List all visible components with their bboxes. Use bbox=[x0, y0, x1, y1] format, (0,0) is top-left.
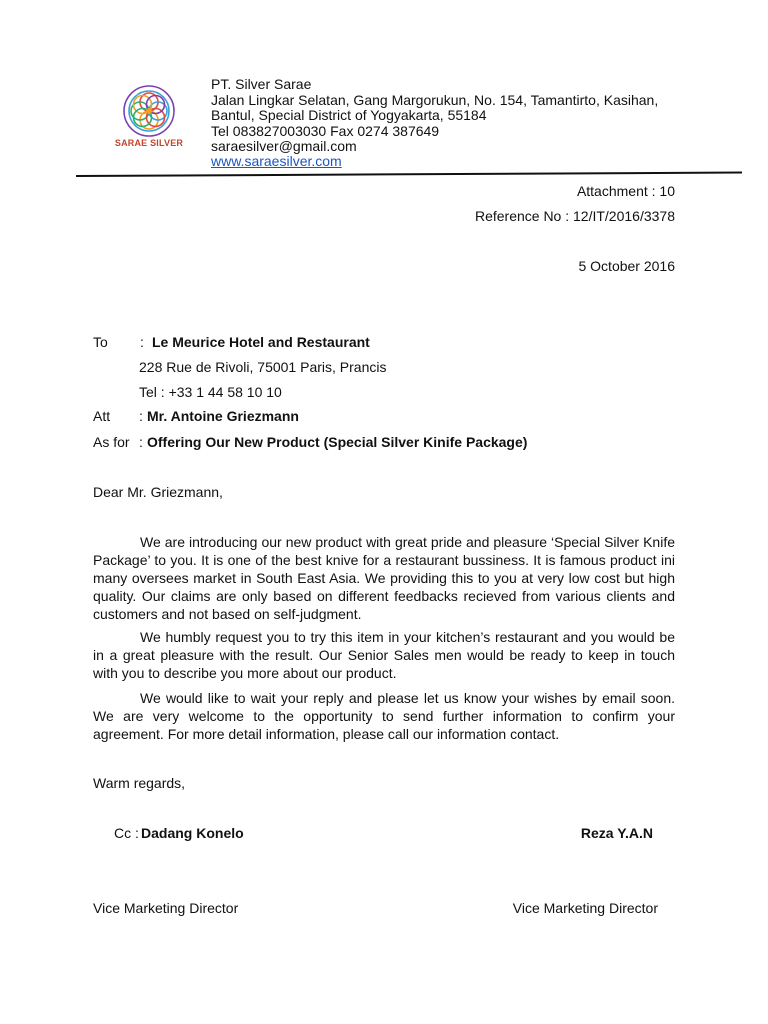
signer-name: Reza Y.A.N bbox=[580, 825, 653, 841]
to-label: To bbox=[93, 334, 108, 350]
cc-name: Dadang Konelo bbox=[141, 825, 244, 841]
body-paragraph-3 bbox=[93, 689, 675, 743]
body-paragraph-2 bbox=[93, 628, 675, 682]
letter-date: 5 October 2016 bbox=[578, 258, 675, 274]
asfor-label: As for bbox=[93, 434, 130, 450]
salutation: Dear Mr. Griezmann, bbox=[93, 484, 223, 500]
paragraph-1-text: We are introducing our new product with great pride and pleasure ‘Special Silver Knife Package’ to you. It is one of the best knive for a restaurant bussiness. It is famous product ini many oversees market in South East Asia. We providing this to you at very low cost but high quality. Our claims are only based on different feedbacks recieved from various clients and customers and not based on self-judgment. bbox=[93, 534, 675, 622]
cc-label: Cc : bbox=[114, 825, 139, 841]
recipient-tel: Tel : +33 1 44 58 10 10 bbox=[139, 384, 282, 400]
company-name: PT. Silver Sarae bbox=[211, 76, 312, 92]
asfor-separator: : bbox=[139, 434, 143, 450]
company-address-line-1: Jalan Lingkar Selatan, Gang Margorukun, No. 154, Tamantirto, Kasihan, bbox=[211, 92, 659, 108]
reference-number: Reference No : 12/IT/2016/3378 bbox=[474, 208, 675, 224]
attention-name: Mr. Antoine Griezmann bbox=[147, 408, 299, 424]
company-address-line-2: Bantul, Special District of Yogyakarta, 55184 bbox=[211, 107, 487, 123]
signer-title: Vice Marketing Director bbox=[512, 900, 658, 916]
company-phone-fax: Tel 083827003030 Fax 0274 387649 bbox=[211, 123, 440, 139]
closing: Warm regards, bbox=[93, 775, 186, 791]
body-paragraph-1 bbox=[93, 533, 675, 623]
recipient-name: Le Meurice Hotel and Restaurant bbox=[152, 334, 370, 350]
to-separator: : bbox=[140, 334, 144, 350]
att-label: Att bbox=[93, 408, 111, 424]
letterhead-divider bbox=[76, 172, 742, 177]
company-logo bbox=[112, 84, 186, 154]
cc-title: Vice Marketing Director bbox=[93, 900, 239, 916]
paragraph-3-text: We would like to wait your reply and please let us know your wishes by email soon. We are very welcome to the opportunity to send further information to confirm your agreement. For more detail information, please call our information contact. bbox=[93, 690, 675, 742]
company-email: saraesilver@gmail.com bbox=[211, 138, 357, 154]
logo-wordmark: SARAE SILVER bbox=[114, 138, 184, 148]
recipient-address: 228 Rue de Rivoli, 75001 Paris, Prancis bbox=[139, 359, 387, 375]
paragraph-2-text: We humbly request you to try this item in your kitchen’s restaurant and you would be in a great pleasure with the result. Our Senior Sales men would be ready to keep in touch with you to describe you more about our product. bbox=[93, 629, 675, 681]
attachment-count: Attachment : 10 bbox=[576, 183, 675, 199]
att-separator: : bbox=[139, 408, 143, 424]
logo-emblem-icon bbox=[112, 84, 186, 140]
subject-line: Offering Our New Product (Special Silver Kinife Package) bbox=[147, 434, 528, 450]
company-website-link[interactable]: www.saraesilver.com bbox=[211, 153, 342, 169]
